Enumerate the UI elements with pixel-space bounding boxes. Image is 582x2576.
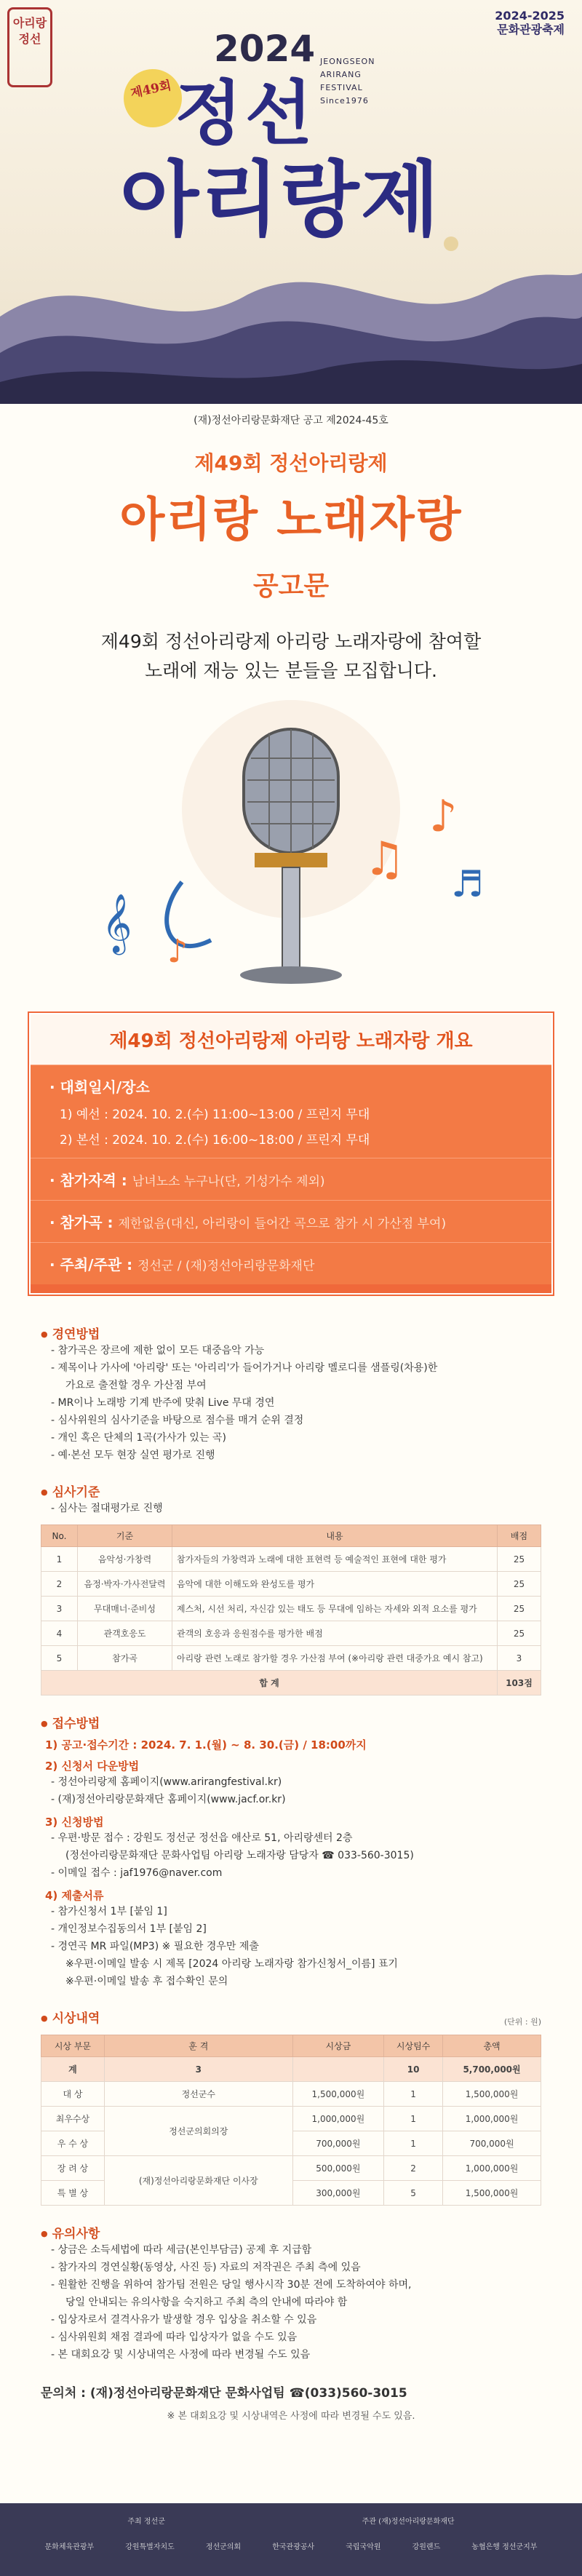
festival-title-line1: 정선 [175,72,316,154]
organizer-logo: 주최 정선군 [127,2518,165,2526]
festival-stamp-logo: 아리랑 정선 [7,7,52,87]
festival-year: 2024 [214,28,316,70]
table-row: 우 수 상 700,000원 1 700,000원 [41,2131,541,2156]
overview-host: · 주최/주관 : 정선군 / (재)정선아리랑문화재단 [31,1242,551,1284]
overview-box [29,1013,553,1295]
sponsor-row [0,2526,582,2551]
headline-title: 아리랑 노래자랑 [119,493,463,547]
overview-song: · 참가곡 : 제한없음(대신, 아리랑이 들어간 곡으로 참가 시 가산점 부여) [31,1200,551,1242]
criteria-table: No. 기준 내용 배점 1 음악성·가창력 참가자들의 가창력과 노래에 대한 표현력 등 예술적인 표현에 대한 평가 25 2 음정·박자·가사전달력 음악에 대한 이해도와 완성도를 평가 25 3 무대매너·준비성 제스처, 시선 처리, 자신감 있는 태도 등 무대에 임하는 자세와 외적 요소를 평가 25 4 관객호응도 관객의 호응과 응원점수를 평가한 배점 25 5 참가곡 아리랑 관련 노래로 참가할 경우 가산점 부여 (※아리랑 관련 대중가요 예시 참고) 3 합 계 103점 [41,1524,541,1696]
organizer-row [0,2503,582,2526]
notice-number: (재)정선아리랑문화재단 공고 제2024-45호 [194,415,388,426]
table-row: 3 무대매너·준비성 제스처, 시선 처리, 자신감 있는 태도 등 무대에 임하는 자세와 외적 요소를 평가 25 [41,1597,541,1621]
criteria-note: - 심사는 절대평가로 진행 [51,1503,163,1514]
notes-heading: ● 유의사항 [41,2223,541,2241]
sponsor-logo: 한국관광공사 [272,2543,315,2551]
table-row: 5 참가곡 아리랑 관련 노래로 참가할 경우 가산점 부여 (※아리랑 관련 대중가요 예시 참고) 3 [41,1646,541,1671]
sponsor-logo: 정선군의회 [205,2543,242,2551]
table-row: 대 상 정선군수 1,500,000원 1 1,500,000원 [41,2082,541,2107]
overview-qualification: · 참가자격 : 남녀노소 누구나(단, 기성가수 제외) [31,1158,551,1200]
mountain-illustration [0,229,582,404]
docs-heading: 4) 제출서류 [45,1889,104,1902]
final-schedule: 2) 본선 : 2024. 10. 2.(수) 16:00~18:00 / 프린지 무대 [60,1133,370,1148]
intro-text: 제49회 정선아리랑제 아리랑 노래자랑에 참여할 노래에 재능 있는 분들을 모집합니다. [100,631,482,681]
table-total-row: 계 3 10 5,700,000원 [41,2057,541,2082]
festival-banner [0,0,582,404]
table-row: 2 음정·박자·가사전달력 음악에 대한 이해도와 완성도를 평가 25 [41,1572,541,1597]
table-row: 1 음악성·가창력 참가자들의 가창력과 노래에 대한 표현력 등 예술적인 표현에 대한 평가 25 [41,1547,541,1572]
prizes-table: 시상 부문 훈 격 시상금 시상팀수 총액 계 3 10 5,700,000원 대 상 정선군수 1,500,000원 1 1,500,000원 최우수상 정선군의회의장 1,000,000원 1 1,000,000원 우 수 상 700,000원 1 700,000원 장 려 상 (재)정선아리랑문화재단 이사장 500,000원 2 1,000,000원 특 별 상 300,000원 5 1,500,000원 [41,2035,541,2206]
headline-subtitle: 제49회 정선아리랑제 [194,451,388,475]
svg-text:𝄞: 𝄞 [102,893,132,953]
prize-unit: (단위 : 원) [503,2017,541,2027]
sponsor-logo: 농협은행 정선군지부 [471,2543,538,2551]
svg-text:♪: ♪ [167,933,188,970]
table-row: 특 별 상 300,000원 5 1,500,000원 [41,2181,541,2206]
sponsor-logo: 국립국악원 [346,2543,381,2551]
contact-info: 문의처 : (재)정선아리랑문화재단 문화사업팀 ☎(033)560-3015 [41,2386,407,2401]
email-contact[interactable]: - 이메일 접수 : jaf1976@naver.com [51,1867,223,1879]
table-row: 4 관객호응도 관객의 호응과 응원점수를 평가한 배점 25 [41,1621,541,1646]
sponsor-logo: 강원특별자치도 [125,2543,175,2551]
microphone-illustration [0,700,582,1006]
method-list: - 참가곡은 장르에 제한 없이 모든 대중음악 가능 - 제목이나 가사에 '아리랑' 또는 '아리리'가 들어가거나 아리랑 멜로디를 샘플링(차용)한 가요로 출전할 경우 가산점 부여 - MR이나 노래방 기계 반주에 맞춰 Live 무대 경연 - 심사위원의 심사기준을 바탕으로 점수를 매겨 순위 결정 - 개인 혹은 단체의 1곡(가사가 있는 곡) - 예·본선 모두 현장 실연 평가로 진행 [51,1345,438,1461]
table-row: 장 려 상 (재)정선아리랑문화재단 이사장 500,000원 2 1,000,000원 [41,2156,541,2181]
prizes-heading: ● 시상내역 [41,2008,541,2026]
criteria-heading: ● 심사기준 [41,1482,541,1500]
sponsor-logo: 문화체육관광부 [44,2543,95,2551]
festival-english-name: JEONGSEON ARIRANG FESTIVAL Since1976 [320,57,375,106]
festival-type-label: 2024-2025 문화관광축제 [495,9,565,36]
method-heading: ● 경연방법 [41,1324,541,1342]
apply-period: 1) 공고·접수기간 : 2024. 7. 1.(월) ~ 8. 30.(금) / 18:00까지 [45,1738,367,1752]
download-link-foundation[interactable]: - (재)정선아리랑문화재단 홈페이지(www.jacf.or.kr) [51,1794,286,1805]
edition-badge: 제49회 [119,64,188,133]
headline-tag: 공고문 [252,571,330,601]
table-total-row: 합 계 103점 [41,1671,541,1696]
prelim-schedule: 1) 예선 : 2024. 10. 2.(수) 11:00~13:00 / 프린지 무대 [60,1108,370,1122]
download-link-festival[interactable]: - 정선아리랑제 홈페이지(www.arirangfestival.kr) [51,1776,282,1788]
svg-text:♬: ♬ [451,863,484,905]
microphone-icon [0,700,582,1006]
host-logo: 주관 (재)정선아리랑문화재단 [362,2518,455,2526]
how-heading: 3) 신청방법 [45,1816,104,1829]
download-heading: 2) 신청서 다운방법 [45,1760,140,1773]
footnote: ※ 본 대회요강 및 시상내역은 사정에 따라 변경될 수도 있음. [167,2411,415,2422]
notes-list: - 상금은 소득세법에 따라 세금(본인부담금) 공제 후 지급함 - 참가자의 경연실황(동영상, 사진 등) 자료의 저작권은 주최 측에 있음 - 원활한 진행을 위하여 참가팀 전원은 당일 행사시작 30분 전에 도착하여야 하며, 당일 안내되는 유의사항을 숙지하고 주최 측의 안내에 따라야 함 - 입상자로서 결격사유가 발생할 경우 입상을 취소할 수 있음 - 심사위원회 채점 결과에 따라 입상자가 없을 수도 있음 - 본 대회요강 및 시상내역은 사정에 따라 변경될 수도 있음 [51,2244,412,2361]
overview-date-section: · 대회일시/장소 1) 예선 : 2024. 10. 2.(수) 11:00~13:00 / 프린지 무대 2) 본선 : 2024. 10. 2.(수) 16:00~18:00 / 프린지 무대 [31,1065,551,1158]
svg-text:♪: ♪ [429,791,458,842]
sponsor-footer [0,2503,582,2576]
table-row: 최우수상 정선군의회의장 1,000,000원 1 1,000,000원 [41,2107,541,2131]
overview-title: 제49회 정선아리랑제 아리랑 노래자랑 개요 [31,1014,551,1065]
sponsor-logo: 강원랜드 [412,2543,441,2551]
festival-title-line2: 아리랑제 [120,152,441,247]
apply-heading: ● 접수방법 [41,1713,541,1731]
svg-text:♫: ♫ [364,832,406,886]
